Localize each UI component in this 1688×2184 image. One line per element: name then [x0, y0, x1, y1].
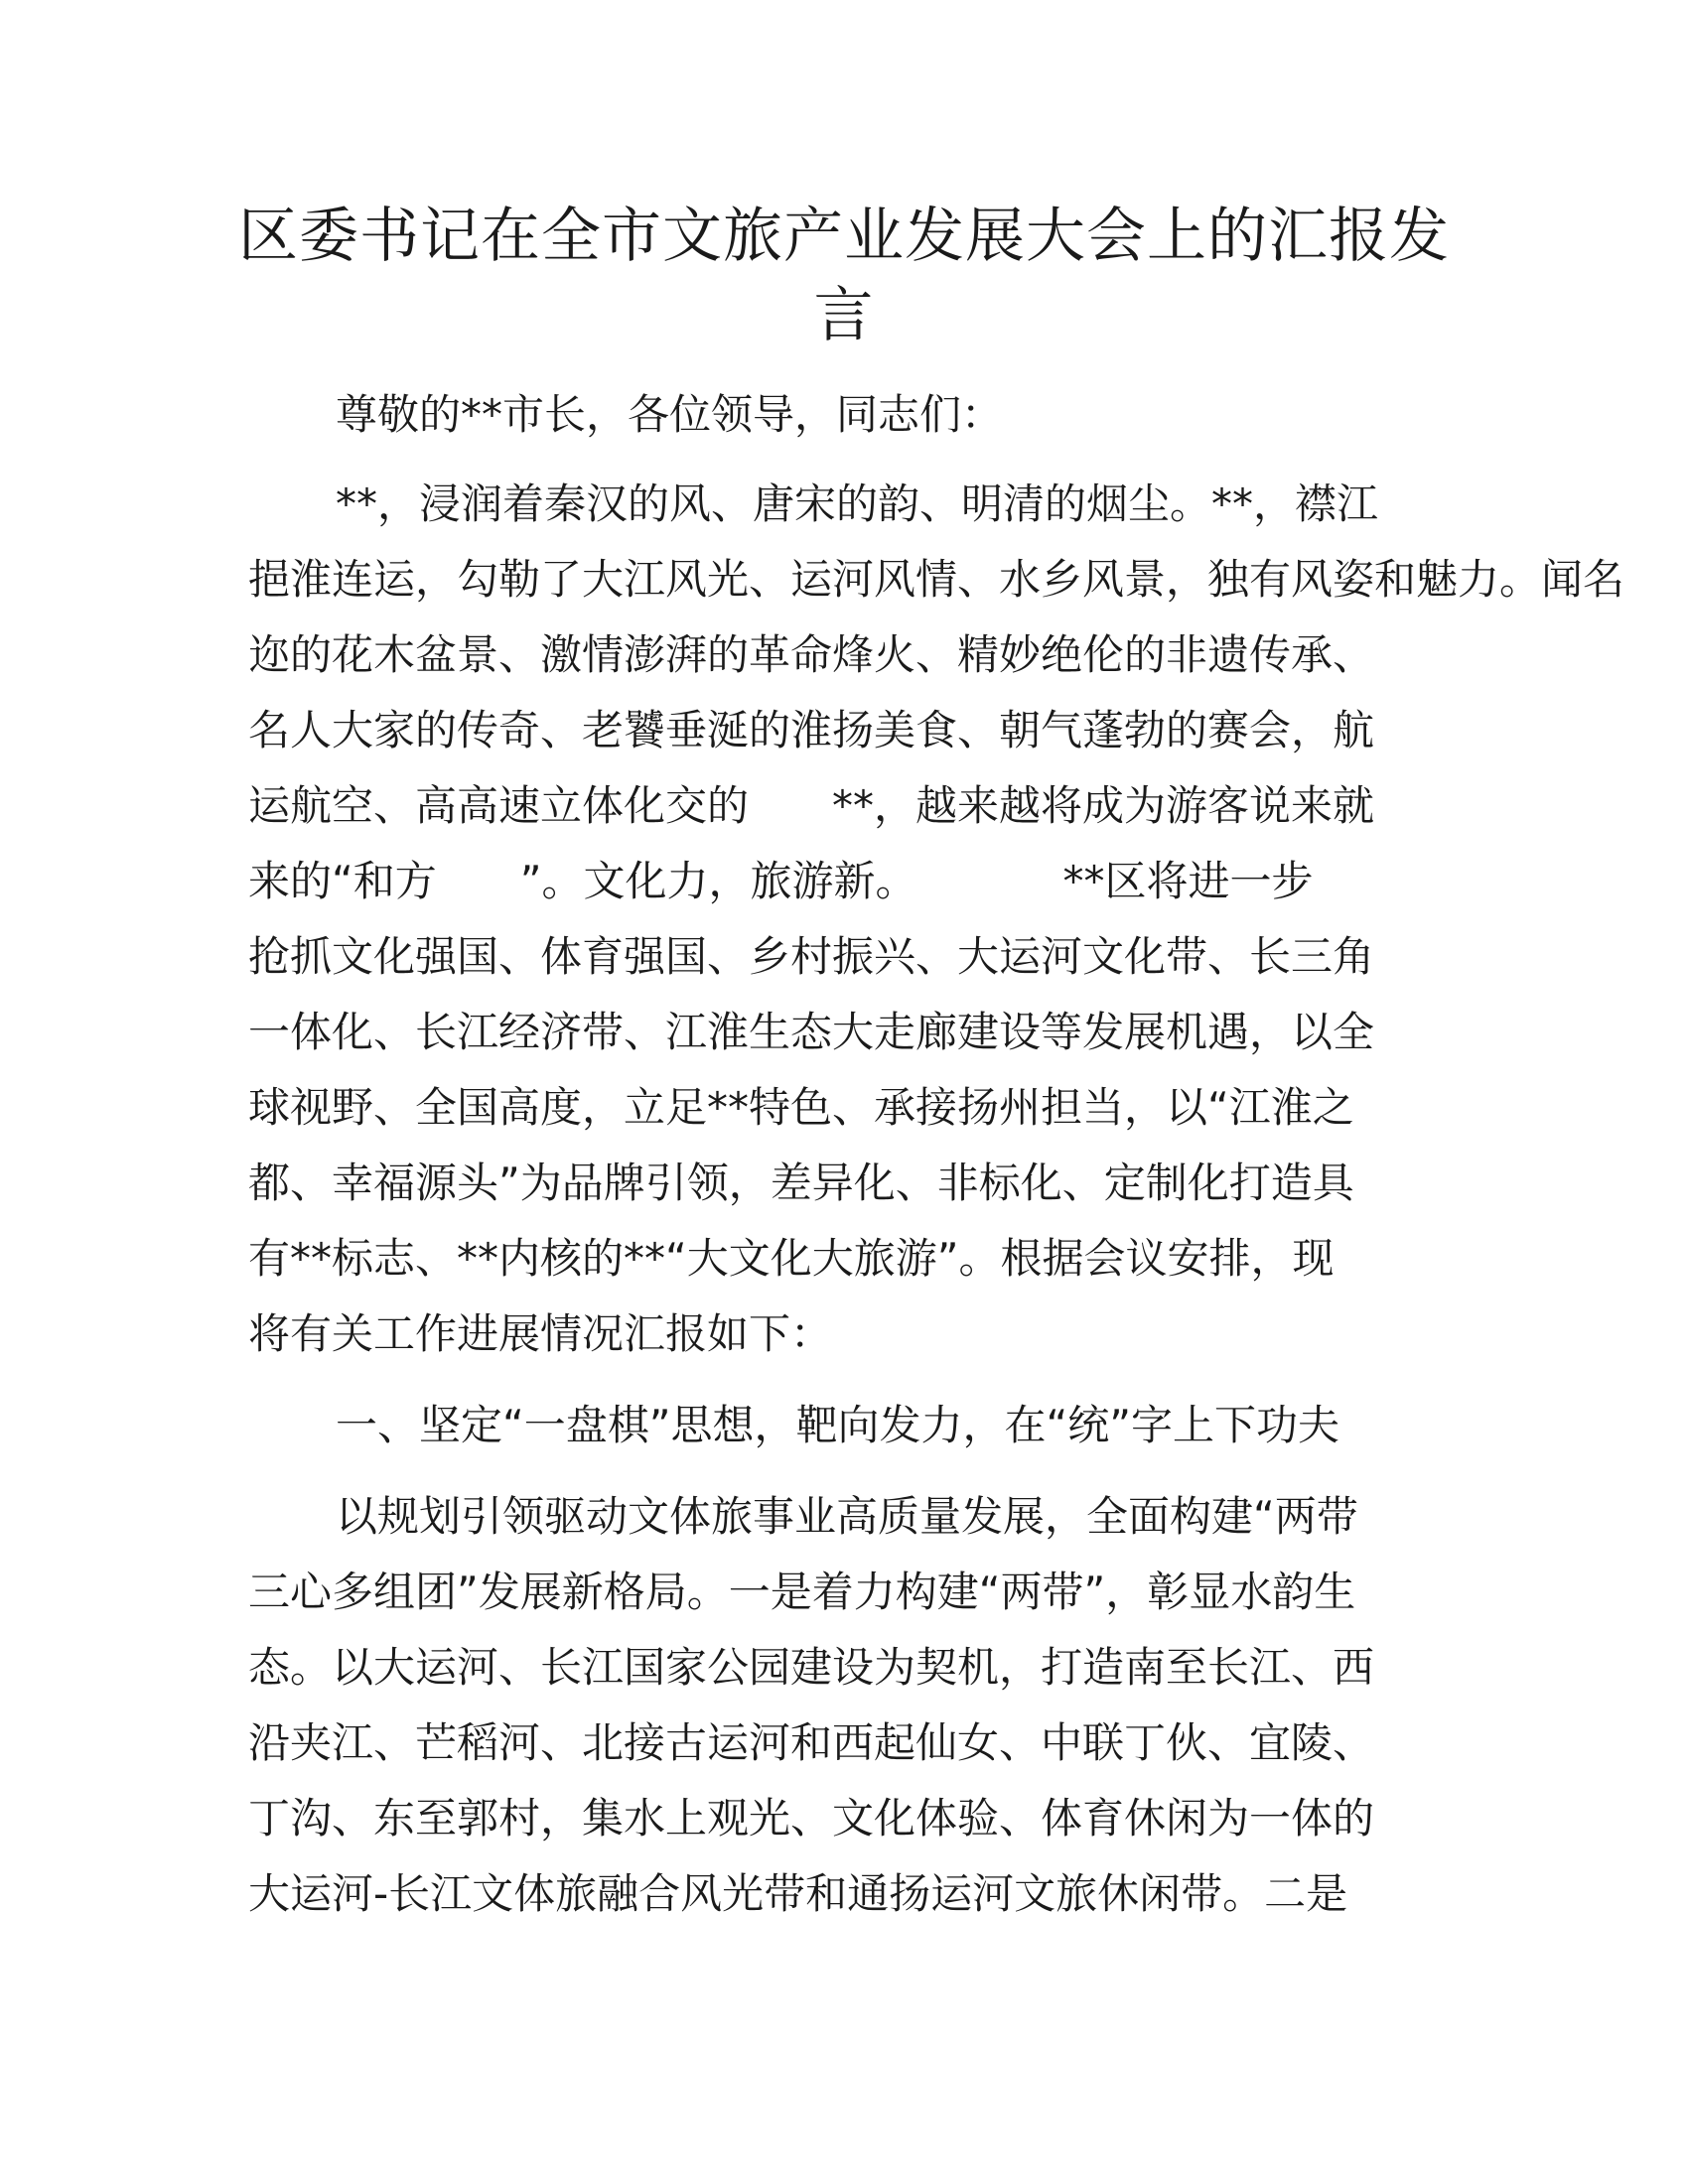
paragraph-2-line: 沿夹江、芒稻河、北接古运河和西起仙女、中联丁伙、宜陵、 — [248, 1718, 1375, 1767]
paragraph-2-line: 大运河-长江文体旅融合风光带和通扬运河文旅休闲带。二是 — [248, 1869, 1348, 1918]
paragraph-1-line: 球视野、全国高度，立足**特色、承接扬州担当，以“江淮之 — [248, 1083, 1354, 1132]
document-title — [199, 197, 1489, 355]
title-line-1: 区委书记在全市文旅产业发展大会上的汇报发 — [238, 202, 1450, 271]
paragraph-1-line: **，浸润着秦汉的风、唐宋的韵、明清的烟尘。**，襟江 — [336, 479, 1379, 528]
paragraph-2-line: 态。以大运河、长江国家公园建设为契机，打造南至长江、西 — [248, 1643, 1375, 1692]
paragraph-1-line: 一体化、长江经济带、江淮生态大走廊建设等发展机遇，以全 — [248, 1008, 1375, 1056]
salutation: 尊敬的**市长，各位领导，同志们： — [336, 390, 1004, 439]
paragraph-1-line: 都、幸福源头”为品牌引领，差异化、非标化、定制化打造具 — [248, 1159, 1354, 1207]
paragraph-1-line: 名人大家的传奇、老饕垂涎的淮扬美食、朝气蓬勃的赛会，航 — [248, 706, 1375, 754]
paragraph-2-line: 以规划引领驱动文体旅事业高质量发展，全面构建“两带 — [336, 1492, 1358, 1541]
paragraph-1-line: 来的“和方 ”。文化力，旅游新。 **区将进一步 — [248, 857, 1314, 905]
paragraph-1-line: 运航空、高高速立体化交的 **，越来越将成为游客说来就 — [248, 781, 1375, 830]
paragraph-1-line: 将有关工作进展情况汇报如下： — [248, 1309, 833, 1358]
paragraph-2-line: 丁沟、东至郭村，集水上观光、文化体验、体育休闲为一体的 — [248, 1794, 1375, 1843]
paragraph-1-line: 有**标志、**内核的**“大文化大旅游”。根据会议安排，现 — [248, 1234, 1335, 1283]
section-heading-1: 一、坚定“一盘棋”思想，靶向发力，在“统”字上下功夫 — [336, 1401, 1340, 1449]
paragraph-1-line: 抢抓文化强国、体育强国、乡村振兴、大运河文化带、长三角 — [248, 932, 1375, 981]
paragraph-1-line: 迩的花木盆景、激情澎湃的革命烽火、精妙绝伦的非遗传承、 — [248, 630, 1375, 679]
paragraph-2-line: 三心多组团”发展新格局。一是着力构建“两带”，彰显水韵生 — [248, 1568, 1356, 1616]
title-line-2: 言 — [813, 281, 875, 350]
paragraph-1-line: 挹淮连运，勾勒了大江风光、运河风情、水乡风景，独有风姿和魅力。闻名 — [248, 555, 1625, 604]
